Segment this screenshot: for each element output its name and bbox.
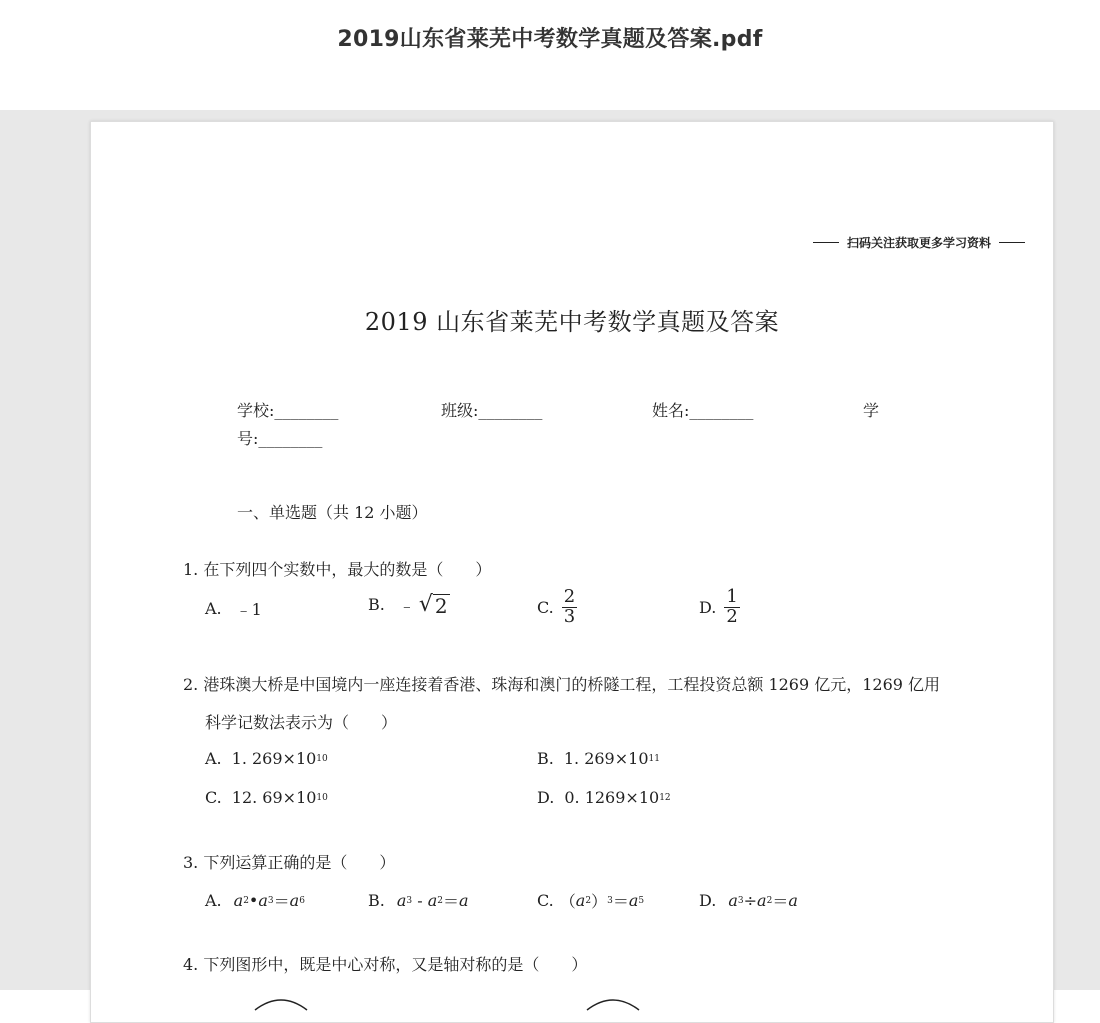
question-1-option-d [699,588,740,627]
student-id-field-start: 学 [863,401,880,420]
question-2-option-a: A. 1. 269×10 10 [205,749,328,768]
option-label: B. [368,891,385,910]
class-field: 班级:________ [441,401,543,420]
name-field: 姓名:________ [652,401,754,420]
option-label: C. [537,597,554,617]
minus-sign: ﹣ [398,596,415,615]
school-field: 学校:________ [237,401,339,420]
question-3-stem: 3. 下列运算正确的是（ ） [183,853,396,872]
figure-a-partial-shape [251,992,311,1012]
student-id-field-end: 号:________ [237,429,323,448]
figure-c-partial-shape [583,992,643,1012]
variable: a [258,891,268,910]
pdf-viewer-area[interactable] [0,110,1100,990]
viewer-header [0,0,1100,110]
option-label: A. [205,749,222,768]
option-label: B. [368,595,385,614]
equals-sign: ＝ [273,892,290,911]
slogan-left-rule [813,242,839,243]
question-1-stem: 1. 在下列四个实数中，最大的数是（ ） [183,560,492,579]
question-4-stem: 4. 下列图形中，既是中心对称，又是轴对称的是（ ） [183,955,588,974]
document-title: 2019 山东省莱芜中考数学真题及答案 [364,308,780,336]
equals-sign: ＝ [442,892,459,911]
option-label: C. [537,891,554,910]
page-slogan [813,234,1025,251]
option-label: D. [699,891,717,910]
pdf-page [90,121,1054,1023]
radicand: 2 [434,594,448,618]
equals-sign: ＝ [772,892,789,911]
variable: a [459,891,469,910]
option-label: A. [205,891,222,910]
variable: a [757,891,767,910]
option-label: D. [699,597,717,617]
question-3-option-c: C. （ a 2 ） 3 ＝ a 5 [537,891,645,911]
variable: a [396,891,407,910]
radical-sign-icon: √ [418,592,433,617]
question-1-option-b [368,592,450,617]
option-label: B. [537,749,554,768]
fraction [562,588,577,627]
option-label: D. [537,788,555,807]
denominator: 2 [726,605,738,627]
variable: a [233,891,244,910]
option-value: 1. 269×10 [563,749,649,768]
slogan-text: 扫码关注获取更多学习资料 [846,236,991,250]
variable: a [427,891,438,910]
variable: a [728,891,738,910]
open-paren: （ [559,892,576,911]
option-value: 1. 269×10 [231,749,317,768]
variable: a [575,891,586,910]
question-3-option-d: D. a 3 ÷ a 2 ＝ a [699,891,798,911]
square-root [419,592,450,617]
option-value: 12. 69×10 [231,788,317,807]
fraction [724,588,739,627]
operator: ÷ [743,891,758,910]
numerator: 1 [726,586,738,607]
equals-sign: ＝ [612,892,629,911]
slogan-right-rule [999,242,1025,243]
section-heading: 一、单选题（共 12 小题） [237,503,428,522]
question-3-option-b: B. a 3 - a 2 ＝ a [368,891,469,911]
question-2-option-b: B. 1. 269×10 11 [537,749,660,768]
operator: • [248,891,259,910]
question-2-option-d: D. 0. 1269×10 12 [537,788,671,807]
question-2-stem: 2. 港珠澳大桥是中国境内一座连接着香港、珠海和澳门的桥隧工程，工程投资总额 1269 亿元，1269 亿用 [183,675,941,694]
numerator: 2 [563,586,576,607]
question-3-option-a: A. a 2 • a 3 ＝ a 6 [205,891,305,911]
document-filename: 2019山东省莱芜中考数学真题及答案.pdf [337,27,763,52]
question-2-stem-continued: 科学记数法表示为（ ） [205,713,398,732]
option-label: C. [205,788,222,807]
operator: - [412,891,428,910]
close-paren: ） [591,892,608,911]
variable: a [788,891,798,910]
option-label: A. [205,599,222,618]
option-value: ﹣1 [235,600,262,619]
denominator: 3 [563,605,576,627]
question-1-option-a [205,597,262,620]
variable: a [628,891,639,910]
question-2-option-c: C. 12. 69×10 10 [205,788,328,807]
question-1-option-c [537,588,577,627]
option-value: 0. 1269×10 [564,788,660,807]
variable: a [289,891,300,910]
